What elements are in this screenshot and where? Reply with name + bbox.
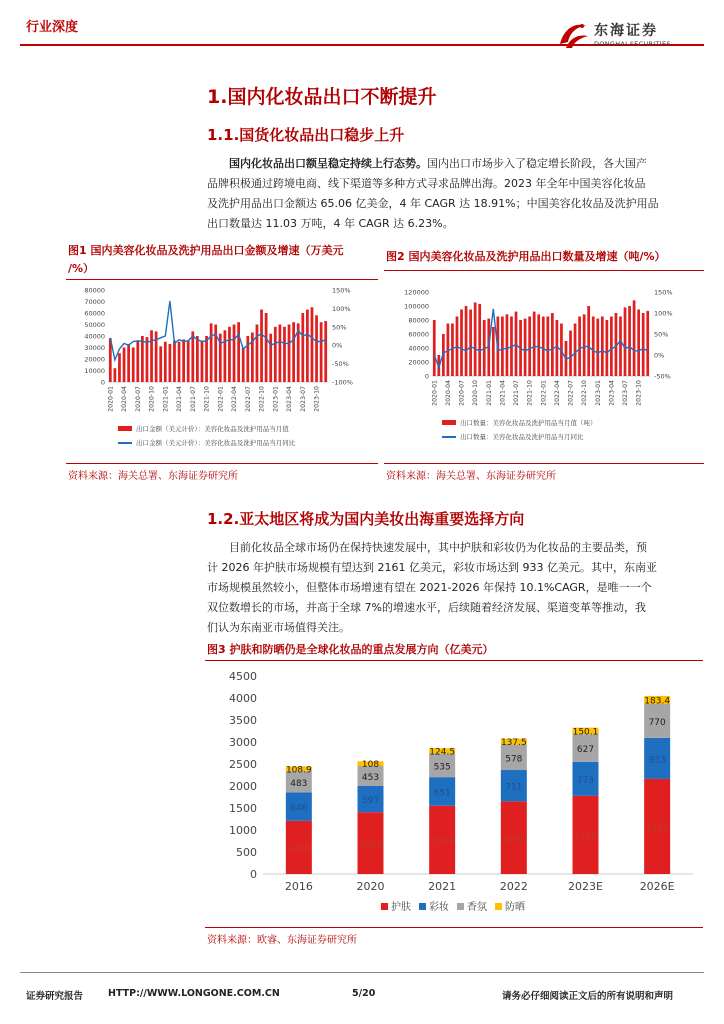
data-label: 1404: [359, 840, 382, 851]
bar: [501, 317, 504, 377]
x-tick-label: 2022-10: [258, 386, 266, 412]
bar: [533, 312, 536, 376]
y-right-tick-label: 50%: [332, 323, 347, 332]
bar: [528, 317, 531, 377]
legend-swatch-防晒: [495, 903, 502, 910]
bar: [205, 336, 208, 382]
x-tick-label: 2021-04: [499, 380, 507, 406]
fig2-bottom-rule: [384, 463, 704, 464]
legend-label: 香氛: [467, 902, 487, 913]
bar: [279, 325, 282, 383]
y-left-tick-label: 40000: [408, 344, 429, 353]
bar: [233, 325, 236, 383]
bar: [187, 341, 190, 382]
legend-bar-label: 出口数量：美容化妆品及洗护用品当月值（吨）: [460, 419, 597, 427]
y-left-tick-label: 0: [100, 378, 105, 387]
y-tick-label: 1000: [229, 824, 257, 837]
y-left-tick-label: 20000: [84, 355, 105, 364]
fig2-title-rule: [384, 270, 704, 271]
legend-swatch-香氛: [457, 903, 464, 910]
x-tick-label: 2023-10: [635, 380, 643, 406]
x-tick-label: 2022: [499, 880, 528, 893]
x-tick-label: 2020: [356, 880, 385, 893]
y-left-tick-label: 70000: [84, 298, 105, 306]
bar: [624, 307, 627, 376]
data-label: 1652: [502, 834, 526, 845]
x-tick-label: 2023E: [568, 880, 603, 893]
y-left-tick-label: 20000: [408, 358, 429, 367]
y-right-tick-label: 150%: [332, 286, 351, 295]
footer-url[interactable]: HTTP://WWW.LONGONE.COM.CN: [108, 988, 280, 999]
bar: [306, 310, 309, 382]
x-tick-label: 2022-10: [581, 380, 589, 406]
y-right-tick-label: -100%: [332, 378, 353, 387]
bar: [164, 342, 167, 382]
bar: [242, 348, 245, 383]
bar: [546, 317, 549, 377]
x-tick-label: 2021: [428, 880, 457, 893]
x-tick-label: 2020-10: [148, 386, 156, 412]
bar: [596, 319, 599, 376]
bar: [288, 325, 291, 383]
bar: [265, 313, 268, 382]
x-tick-label: 2023-10: [313, 386, 321, 412]
x-tick-label: 2021-01: [485, 380, 493, 406]
x-tick-label: 2021-04: [176, 386, 184, 412]
data-label: 137.5: [500, 738, 527, 749]
footer-divider: [20, 972, 704, 973]
bar: [601, 317, 604, 377]
x-tick-label: 2021-07: [189, 386, 197, 412]
page-number: 5/20: [352, 988, 376, 999]
bar: [136, 341, 139, 382]
para2-line2: 计 2026 年护肤市场规模有望达到 2161 亿美元，彩妆市场达到 933 亿美元。其中，东南亚: [207, 561, 657, 574]
data-label: 535: [433, 762, 451, 773]
x-tick-label: 2023-07: [299, 386, 307, 412]
logo-en-name: DONGHAI SECURITIES: [594, 40, 671, 48]
bar: [196, 336, 199, 382]
para1-line3: 及洗护用品出口金额达 65.06 亿美金，4 年 CAGR 达 18.91%；中国美容化妆品及洗护用品: [207, 197, 659, 210]
bar: [114, 368, 117, 382]
data-label: 627: [576, 745, 595, 756]
bar: [237, 322, 240, 382]
footer-disclaimer: 请务必仔细阅读正文后的所有说明和声明: [502, 991, 674, 1002]
y-right-tick-label: 0%: [654, 351, 665, 360]
bar: [118, 353, 121, 382]
bar: [201, 341, 204, 382]
x-tick-label: 2023-01: [594, 380, 602, 406]
y-tick-label: 3000: [229, 736, 257, 749]
x-tick-label: 2021-10: [203, 386, 211, 412]
data-label: 578: [505, 754, 523, 765]
paragraph-2: [207, 538, 697, 638]
logo-cn-name: 东海证券: [594, 23, 658, 39]
data-label: 108.9: [285, 765, 312, 776]
footer-left: 证券研究报告: [26, 991, 84, 1002]
x-tick-label: 2022-04: [231, 386, 239, 412]
bar: [224, 330, 227, 382]
bar: [173, 341, 176, 382]
bar: [159, 346, 162, 382]
legend-line-label: 出口金额（美元计价）：美容化妆品及洗护用品当月同比: [136, 439, 296, 447]
bar: [178, 342, 181, 382]
fig3-bottom-rule: [205, 927, 703, 928]
x-tick-label: 2023-01: [272, 386, 280, 412]
fig1-chart: [66, 282, 378, 460]
legend-bar-label: 出口金额（美元计价）：美容化妆品及洗护用品当月值: [136, 425, 289, 433]
legend-swatch-彩妆: [419, 903, 426, 910]
fig2-source: 资料来源：海关总署、东海证券研究所: [386, 471, 556, 482]
bar: [123, 348, 126, 383]
y-right-tick-label: 100%: [332, 304, 351, 313]
para2-line1: 目前化妆品全球市场仍在保持快速发展中，其中护肤和彩妆仍为化妆品的主要品类，预: [229, 541, 647, 554]
bar: [228, 327, 231, 382]
y-left-tick-label: 120000: [404, 288, 429, 297]
bar: [191, 331, 194, 382]
fig3-source: 资料来源：欧睿、东海证券研究所: [207, 935, 357, 946]
y-left-tick-label: 0: [424, 372, 429, 381]
bar: [460, 310, 463, 377]
x-tick-label: 2023-07: [622, 380, 630, 406]
bar: [628, 306, 631, 376]
data-label: 108: [361, 760, 380, 771]
bar: [551, 313, 554, 376]
para1-line4: 出口数量达 11.03 万吨，4 年 CAGR 达 6.23%。: [207, 217, 454, 230]
para2-line5: 们认为东南亚市场值得关注。: [207, 621, 350, 634]
y-left-tick-label: 100000: [404, 302, 429, 311]
fig1-source: 资料来源：海关总署、东海证券研究所: [68, 471, 238, 482]
bar: [587, 306, 590, 376]
y-tick-label: 3500: [229, 714, 257, 727]
bar: [150, 330, 153, 382]
bar: [633, 300, 636, 376]
bar: [301, 313, 304, 382]
y-right-tick-label: 50%: [654, 330, 669, 339]
bar: [132, 348, 135, 383]
y-right-tick-label: 100%: [654, 309, 673, 318]
data-label: 2161: [645, 823, 669, 834]
bar: [210, 323, 213, 382]
x-tick-label: 2021-10: [526, 380, 534, 406]
data-label: 183.4: [644, 696, 671, 707]
report-category-tag: 行业深度: [26, 20, 79, 35]
x-tick-label: 2023-04: [608, 380, 616, 406]
bar: [315, 315, 318, 382]
data-label: 1776: [574, 831, 597, 842]
y-tick-label: 0: [250, 868, 257, 881]
para1-line1: 国内化妆品出口额呈稳定持续上行态势。国内出口市场步入了稳定增长阶段，各大国产: [229, 157, 647, 170]
x-tick-label: 2022-01: [217, 386, 225, 412]
section-title: 1.国内化妆品出口不断提升: [207, 86, 437, 108]
bar: [537, 314, 540, 376]
fig2-chart: [384, 276, 704, 460]
bar: [214, 325, 217, 383]
data-label: 770: [648, 717, 666, 728]
y-tick-label: 4500: [229, 670, 257, 683]
bar: [474, 303, 477, 377]
legend-line-label: 出口数量：美容化妆品及洗护用品当月同比: [460, 433, 584, 441]
data-label: 453: [361, 772, 380, 783]
bar: [246, 336, 249, 382]
bar: [320, 322, 323, 382]
bar: [465, 306, 468, 376]
y-left-tick-label: 10000: [84, 367, 105, 375]
x-tick-label: 2020-01: [431, 380, 439, 406]
bar: [324, 321, 327, 382]
y-right-tick-label: -50%: [332, 360, 349, 369]
bar: [260, 310, 263, 382]
legend-label: 彩妆: [429, 902, 449, 913]
subsection-title: 1.1.国货化妆品出口稳步上升: [207, 126, 405, 144]
x-tick-label: 2021-07: [513, 380, 521, 406]
data-label: 1550: [430, 836, 454, 847]
legend-bar-swatch: [442, 420, 456, 425]
bar: [274, 327, 277, 382]
legend-swatch-护肤: [381, 903, 388, 910]
x-tick-label: 2022-07: [567, 380, 575, 406]
bar: [478, 304, 481, 376]
y-right-tick-label: 0%: [332, 341, 343, 350]
bar: [592, 317, 595, 377]
subsection-title-2: 1.2.亚太地区将成为国内美妆出海重要选择方向: [207, 510, 525, 528]
data-label: 773: [576, 775, 595, 786]
x-tick-label: 2020-10: [472, 380, 480, 406]
y-left-tick-label: 50000: [84, 321, 105, 329]
data-label: 711: [505, 782, 523, 793]
y-right-tick-label: -50%: [654, 372, 671, 381]
x-tick-label: 2021-01: [162, 386, 170, 412]
bar: [506, 314, 509, 376]
para2-line3: 市场规模虽然较小，但整体市场增速有望在 2021-2026 年保持 10.1%CAGR，是唯一一个: [207, 581, 652, 594]
x-tick-label: 2022-04: [553, 380, 561, 406]
para2-line4: 双位数增长的市场，并高于全球 7%的增速水平，后续随着经济发展、渠道变革等推动，我: [207, 601, 646, 614]
fig3-title-rule: [205, 660, 703, 661]
bar: [578, 317, 581, 377]
bar: [610, 317, 613, 377]
y-left-tick-label: 80000: [408, 316, 429, 325]
x-tick-label: 2020-07: [458, 380, 466, 406]
x-tick-label: 2020-01: [107, 386, 115, 412]
bar: [646, 311, 649, 376]
bar: [605, 320, 608, 376]
fig1-title: 图1 国内美容化妆品及洗护用品出口金额及增速（万美元 /%）: [68, 244, 344, 275]
bar: [469, 310, 472, 377]
y-left-tick-label: 40000: [84, 332, 105, 341]
bar: [141, 336, 144, 382]
bar: [542, 317, 545, 377]
x-tick-label: 2020-07: [134, 386, 142, 412]
data-label: 646: [290, 803, 308, 814]
bar: [311, 307, 314, 382]
y-right-tick-label: 150%: [654, 288, 673, 297]
bar: [433, 320, 436, 376]
data-label: 124.5: [429, 747, 456, 758]
x-tick-label: 2023-04: [286, 386, 294, 412]
legend-label: 护肤: [391, 902, 411, 913]
y-tick-label: 2500: [229, 758, 257, 771]
bar: [256, 325, 259, 383]
y-tick-label: 4000: [229, 692, 257, 705]
para1-lead: 国内化妆品出口额呈稳定持续上行态势。: [229, 157, 427, 170]
fig1-title-rule: [66, 279, 378, 280]
bar: [169, 344, 172, 382]
y-left-tick-label: 60000: [408, 330, 429, 339]
legend-label: 防晒: [505, 902, 525, 913]
x-tick-label: 2016: [284, 880, 313, 893]
y-left-tick-label: 30000: [84, 344, 105, 352]
data-label: 933: [648, 755, 666, 766]
bar: [492, 327, 495, 376]
bar: [292, 322, 295, 382]
bar: [569, 331, 572, 377]
bar: [642, 313, 645, 376]
bar: [269, 334, 272, 382]
bar: [637, 310, 640, 377]
y-tick-label: 500: [236, 846, 257, 859]
bar: [583, 314, 586, 376]
fig2-title: 图2 国内美容化妆品及洗护用品出口数量及增速（吨/%）: [386, 250, 666, 263]
data-label: 651: [433, 788, 451, 799]
data-label: 150.1: [572, 727, 599, 738]
data-label: 1208: [287, 844, 311, 855]
y-left-tick-label: 80000: [84, 286, 105, 295]
x-tick-label: 2022-07: [244, 386, 252, 412]
fig3-chart: [205, 664, 703, 924]
bar: [127, 344, 130, 382]
bar: [283, 327, 286, 382]
fig3-title: 图3 护肤和防晒仍是全球化妆品的重点发展方向（亿美元）: [207, 643, 494, 656]
fig1-bottom-rule: [66, 463, 378, 464]
x-tick-label: 2022-01: [540, 380, 548, 406]
data-label: 597: [361, 796, 380, 807]
para1-line2: 品牌积极通过跨境电商、线下渠道等多种方式寻求品牌出海。2023 年全年中国美容化妆品: [207, 177, 646, 190]
bar: [182, 339, 185, 382]
legend-bar-swatch: [118, 426, 132, 431]
y-left-tick-label: 60000: [84, 309, 105, 318]
bar: [619, 317, 622, 377]
bar: [524, 319, 527, 376]
x-tick-label: 2026E: [639, 880, 675, 893]
x-tick-label: 2020-04: [444, 380, 452, 406]
bar: [146, 337, 149, 382]
company-logo: [556, 18, 706, 52]
paragraph-1: [207, 154, 697, 234]
y-tick-label: 2000: [229, 780, 257, 793]
x-tick-label: 2020-04: [121, 386, 129, 412]
bar: [574, 324, 577, 377]
logo-icon: [556, 18, 590, 52]
data-label: 483: [290, 778, 308, 789]
y-tick-label: 1500: [229, 802, 257, 815]
